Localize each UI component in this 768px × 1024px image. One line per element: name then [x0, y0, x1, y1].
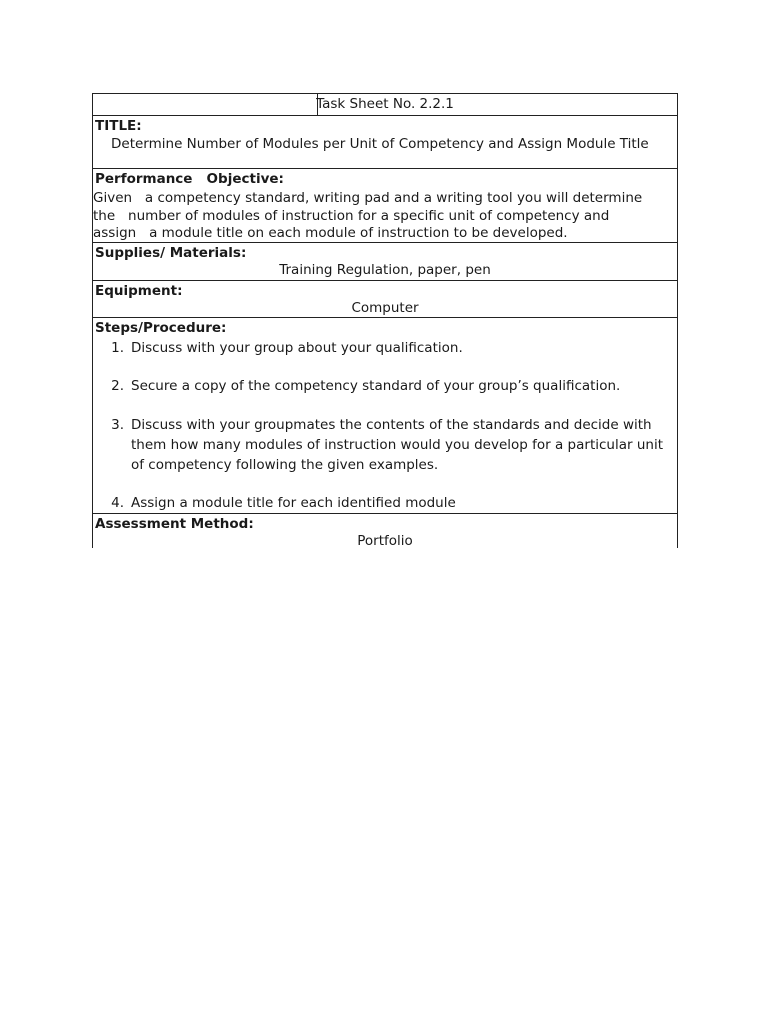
equipment-value: Computer	[351, 300, 419, 316]
equipment-row	[93, 281, 677, 318]
assessment-value: Portfolio	[357, 533, 413, 549]
step-number: 3.	[111, 417, 124, 433]
step-text: Assign a module title for each identified module	[131, 495, 456, 511]
steps-label: Steps/Procedure:	[95, 320, 227, 336]
performance-objective-label: Performance Objective:	[95, 171, 284, 187]
performance-objective-line-3: assign a module title on each module of instruction to be developed.	[93, 225, 568, 241]
step-text: Discuss with your groupmates the contents of the standards and decide with them how many modules of instruction would you develop for a particular unit of competency following the given examples.	[131, 417, 663, 473]
step-text: Secure a copy of the competency standard of your group’s qualification.	[131, 378, 621, 394]
title-label: TITLE:	[95, 118, 142, 134]
performance-objective-row	[93, 169, 677, 243]
performance-objective-line-1: Given a competency standard, writing pad and a writing tool you will determine	[93, 190, 643, 206]
title-row	[93, 116, 677, 169]
assessment-label: Assessment Method:	[95, 516, 254, 532]
assessment-row	[93, 514, 677, 549]
supplies-label: Supplies/ Materials:	[95, 245, 247, 261]
task-sheet-number: Task Sheet No. 2.2.1	[316, 96, 454, 112]
step-text: Discuss with your group about your qualification.	[131, 340, 463, 356]
title-text: Determine Number of Modules per Unit of Competency and Assign Module Title	[111, 136, 649, 152]
step-number: 1.	[111, 340, 124, 356]
step-number: 2.	[111, 378, 124, 394]
performance-objective-line-2: the number of modules of instruction for a specific unit of competency and	[93, 208, 610, 224]
supplies-row	[93, 243, 677, 281]
task-sheet-header	[93, 94, 677, 116]
supplies-value: Training Regulation, paper, pen	[279, 262, 491, 278]
equipment-label: Equipment:	[95, 283, 183, 299]
step-number: 4.	[111, 495, 124, 511]
steps-row	[93, 318, 677, 514]
task-sheet	[92, 93, 678, 548]
